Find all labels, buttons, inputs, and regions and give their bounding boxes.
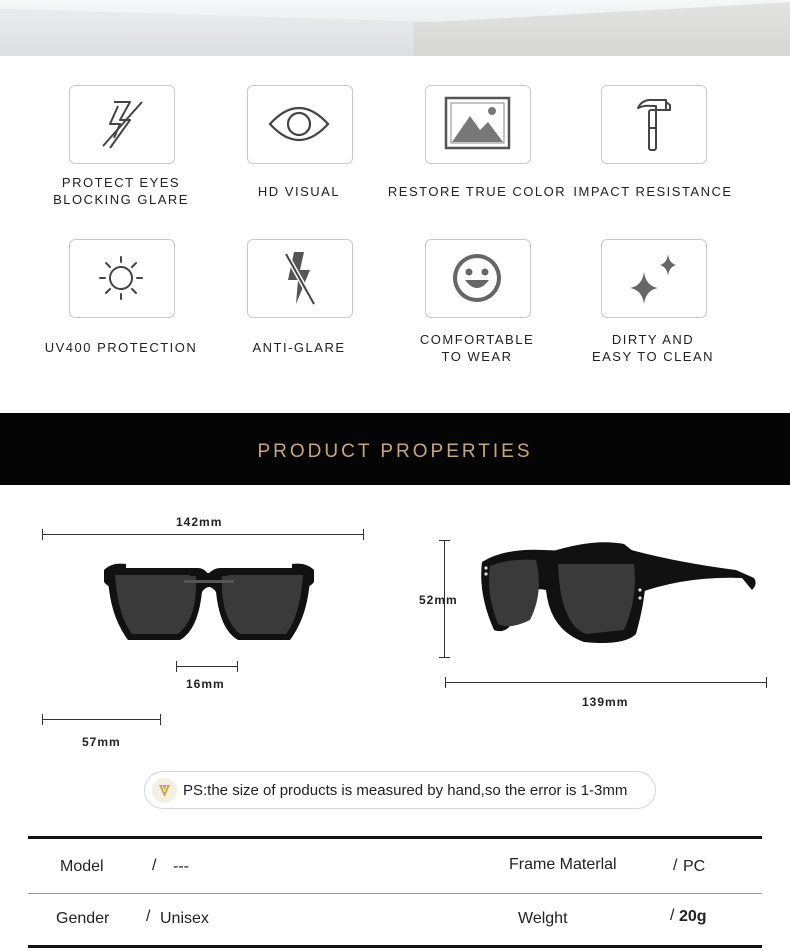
top-background-strip [0,0,790,56]
feature-hd-visual [209,85,389,215]
gender-value: Unisex [160,910,209,927]
feature-label: DIRTY AND EASY TO CLEAN [591,332,715,364]
feature-comfortable [387,239,567,369]
no-lightning-icon [247,239,353,318]
feature-anti-glare [209,239,389,369]
lens-width-dimension-line [42,719,161,720]
sun-icon [69,239,175,318]
sunglasses-front-view [98,560,320,650]
model-separator: / [152,857,157,874]
notice-text: PS:the size of products is measured by hand,so the error is 1-3mm [183,782,628,799]
hammer-icon [601,85,707,164]
feature-restore-true-color [387,85,567,215]
temple-length-label: 139mm [582,695,629,709]
measurement-notice [144,771,656,809]
table-middle-rule [28,893,762,894]
smiley-face-icon [425,239,531,318]
feature-label: ANTI-GLARE [252,340,346,355]
gender-separator: / [146,908,151,925]
check-badge-icon [152,778,177,803]
image-landscape-icon [425,85,531,164]
front-width-dimension-line [42,534,364,535]
model-label: Model [60,858,104,875]
svg-text:V: V [161,785,168,794]
feature-label: RESTORE TRUE COLOR [387,184,567,199]
feature-protect-eyes [31,85,211,215]
feature-label: COMFORTABLE TO WEAR [419,332,535,364]
lightning-bolt-icon [69,85,175,164]
temple-length-dimension-line [445,682,767,683]
banner-title: PRODUCT PROPERTIES [257,441,533,462]
weight-label: Welght [518,910,568,927]
feature-impact-resistance [563,85,743,215]
table-bottom-rule [28,945,762,948]
eye-icon [247,85,353,164]
weight-value: 20g [679,908,707,925]
frame-material-separator: / [673,857,678,874]
feature-label: IMPACT RESISTANCE [573,184,733,199]
feature-easy-to-clean [563,239,743,369]
gender-label: Gender [56,910,110,927]
sparkle-icon [601,239,707,318]
bridge-label: 16mm [186,677,225,691]
model-value: --- [173,858,189,875]
lens-height-label: 52mm [419,593,458,607]
bridge-dimension-line [176,666,238,667]
weight-separator: / [670,907,675,924]
frame-material-value: PC [683,858,706,875]
front-width-label: 142mm [176,515,223,529]
sunglasses-side-view [474,534,760,650]
feature-label: UV400 PROTECTION [44,340,198,355]
table-top-rule [28,836,762,839]
lens-width-label: 57mm [82,735,121,749]
feature-label: PROTECT EYES BLOCKING GLARE [53,175,189,207]
feature-uv400-protection [31,239,211,369]
frame-material-label: Frame Materlal [509,856,617,873]
feature-label: HD VISUAL [257,184,341,199]
